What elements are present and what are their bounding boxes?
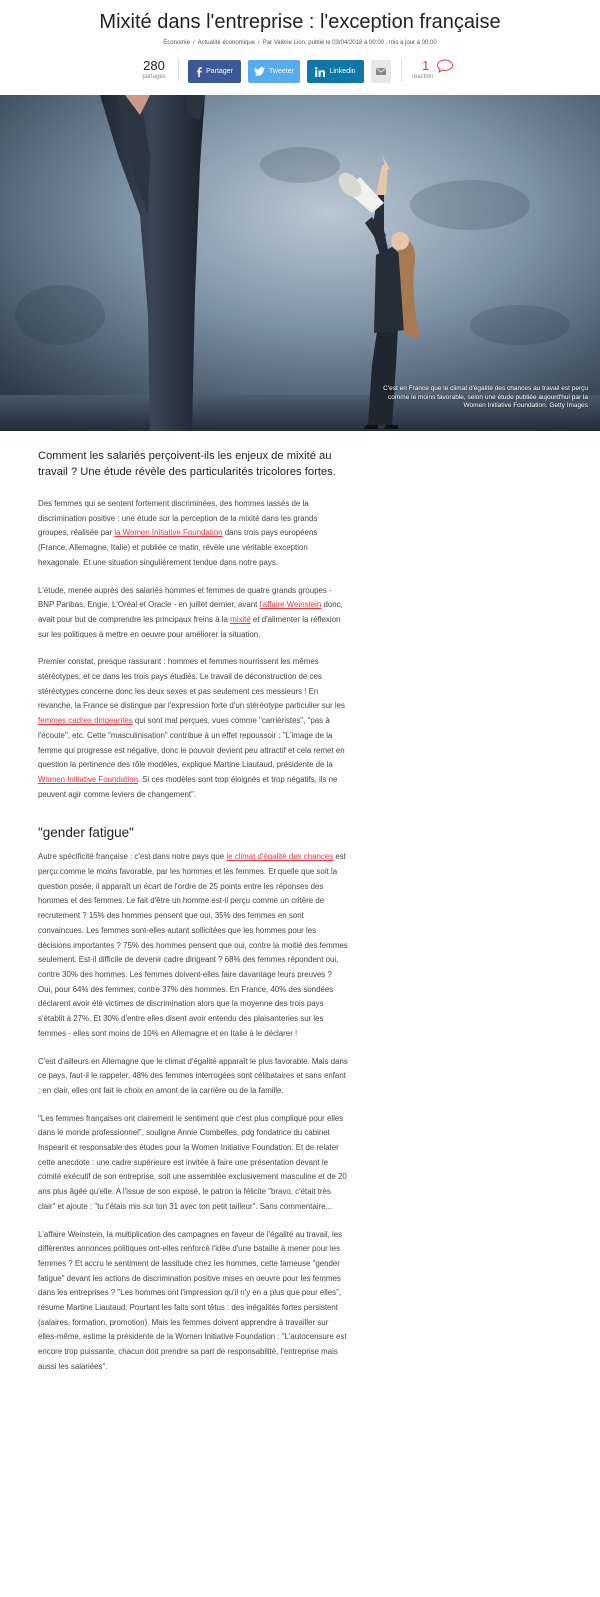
share-count-number: 280 [143, 58, 165, 73]
weinstein-link[interactable]: l'affaire Weinstein [259, 600, 322, 610]
breadcrumb-actualite[interactable]: Actualité économique [197, 40, 256, 46]
text: est perçu comme le moins favorable, par les hommes et les femmes. Et quelle que soit la question posée, il apparaît un écart de l'ordre de 25 points entre les réponses des hommes et des femmes. Le fait d'être un homme est-il perçu comme un critère de recrutement ? 15% des hommes pensent que oui, 35% des femmes en sont convaincues. Les femmes sont-elles autant sollicitées que les hommes pour les décisions importantes ? 75% des hommes pensent que oui, contre la moitié des femmes seulement. Est-il difficile de devenir cadre dirigeant ? 68% des femmes répondent oui, contre 30% des hommes. Les femmes doivent-elles faire davantage leurs preuves ? Oui, pour 64% des femmes, contre 37% des hommes. En France, 40% des sondées déclarent avoir été victimes de discrimination alors que la moyenne des trois pays s'établit à 27%. Et 30% d'entre elles disent avoir entendu des plaisanteries sur les femmes - elles sont moins de 10% en Allemagne et en Italie à le déclarer ! [38, 852, 348, 1038]
article-header [0, 0, 600, 47]
page-title: Mixité dans l'entreprise : l'exception française [99, 11, 501, 33]
hero-caption: C'est en France que le climat d'égalité des chances au travail est perçu comme le moins favorable, selon une étude publiée aujourd'hui par la Women Initiative Foundation. Getty Images [383, 385, 588, 409]
paragraph [38, 497, 348, 571]
paragraph [38, 584, 348, 643]
text: donc, avait pour but de comprendre les principaux freins à la [38, 600, 343, 624]
women-initiative-foundation-link[interactable]: Women Initiative Foundation [38, 774, 138, 784]
text: Premier constat, presque rassurant : hommes et femmes nourrissent les mêmes stéréotypes, et ce dans les trois pays étudiés. Le travail de déconstruction de ces stéréotypes concerne donc les deux sexes et pas seulement ces messieurs ! En revanche, la France se distingue par l'expression forte d'un stéréotype particulier sur les [38, 657, 345, 711]
paragraph: "Les femmes françaises ont clairement le sentiment que c'est plus compliqué pour elles dans le monde professionnel", souligne Annie Combelles, pdg fondatrice du cabinet Inspearit et responsable des études pour la Women Initiative Foundation. Et de relater cette anecdote : une cadre supérieure est invitée à faire une présentation devant le comité exécutif de son entreprise, soit une assemblée exclusivement masculine et de 20 ans plus âgée qu'elle. A l'issue de son exposé, le patron la félicite "bravo, c'était très clair" et ajoute : "tu t'étais mis sur ton 31 avec ton petit tailleur". Sans commentaire... [38, 1113, 347, 1211]
text: Des femmes qui se sentent fortement discriminées, des hommes lassés de la discrimination positive : une étude sur la perception de la mixité dans les grands groupes, réalisée par [38, 499, 318, 538]
linkedin-icon [315, 67, 325, 77]
text: dans trois pays européens (France, Allemagne, Italie) et publiée ce matin, révèle une véritable exception hexagonale. Et une situation singulièrement tendue dans notre pays. [38, 528, 318, 567]
facebook-icon [196, 67, 202, 77]
text: L'étude, menée auprès des salariés hommes et femmes de quatre grands groupes - BNP Paribas, Engie, L'Oréal et Oracle - en juillet dernier, avant [38, 585, 332, 610]
text: et d'alimenter la réflexion sur les politiques à mettre en oeuvre pour améliorer la situation. [38, 614, 341, 639]
share-count-label: partages [142, 74, 166, 80]
twitter-icon [254, 67, 265, 76]
paragraph [38, 655, 348, 802]
share-bar [0, 55, 600, 95]
egalite-chances-link[interactable]: le climat d'égalité des chances [226, 852, 334, 862]
speech-bubble-icon [436, 59, 454, 78]
facebook-share-label: Partager [206, 68, 233, 75]
breadcrumb-separator: / [258, 40, 260, 46]
mixite-link[interactable]: mixité [230, 614, 251, 624]
hero-image [0, 95, 600, 431]
femmes-cadres-link[interactable]: femmes cadres dirigeantes [38, 716, 133, 726]
byline: Par Valérie Lion, publié le 03/04/2018 à 00:00 , mis à jour à 00:00 [262, 40, 437, 46]
share-count [136, 59, 172, 81]
hero-figure [0, 95, 600, 431]
twitter-share-label: Tweeter [269, 68, 294, 75]
email-share-button[interactable] [371, 60, 391, 83]
linkedin-share-label: Linkedin [329, 68, 356, 75]
breadcrumb-economie[interactable]: Économie [163, 40, 190, 46]
twitter-share-button[interactable] [248, 60, 300, 83]
paragraph: L'affaire Weinstein, la multiplication des campagnes en faveur de l'égalité au travail, les différentes annonces politiques ont-elles renforcé l'idée d'une bataille à mener pour les femmes ? Et accru le sentiment de lassitude chez les hommes, cette fameuse "gender fatigue" devant les actions de discrimination positive mises en oeuvre pour les femmes dans les entreprises ? "Les hommes ont l'impression qu'il n'y en a plus que pour elles", résume Martine Liautaud. Pourtant les faits sont têtus : des inégalités fortes persistent (salaires, formation, promotion). Mais les femmes doivent apprendre à travailler sur elles-même, estime la présidente de la Women Initiative Foundation : "L'autocensure est encore trop puissante, chacun doit prendre sa part de responsabilité, l'entreprise mais aussi les salariées". [38, 1229, 347, 1371]
facebook-share-button[interactable] [188, 60, 241, 83]
divider [178, 59, 179, 81]
text: Autre spécificité française : c'est dans notre pays que [38, 852, 227, 862]
text: qui sont mal perçues, vues comme "carriéristes", "pas à l'écoute", etc. Cette "masculinisation" contribue à un effet repoussoir : "L'image de la femme qui progresse est négative, donc le pouvoir devient peu attractif et cela remet en question la pertinence des rôle modèles, explique Martine Liautaud, présidente de la [38, 716, 345, 770]
divider [401, 59, 402, 81]
breadcrumb-separator: / [192, 40, 195, 46]
envelope-icon [376, 68, 386, 75]
paragraph [38, 850, 348, 1041]
reaction-label: réaction [412, 74, 434, 80]
article-meta [0, 39, 600, 47]
article-body [38, 431, 348, 1375]
linkedin-share-button[interactable] [307, 60, 364, 83]
reaction-count: 1 [422, 58, 430, 73]
article-lead: Comment les salariés perçoivent-ils les enjeux de mixité au travail ? Une étude révèle des particularités tricolores fortes. [38, 450, 336, 478]
text: . Si ces modèles sont trop éloignés et trop négatifs, ils ne peuvent agir comme leviers de changement". [38, 774, 338, 799]
section-heading: "gender fatigue" [38, 825, 134, 841]
paragraph: C'est d'ailleurs en Allemagne que le climat d'égalité apparaît le plus favorable. Mais dans ce pays, faut-il le rappeler, 48% des femmes interrogées sont célibataires et sans enfant : en clair, elles ont fait le choix en amont de la carrière ou de la famille. [38, 1056, 348, 1095]
women-initiative-link[interactable]: la Women Initiative Foundation [114, 528, 223, 538]
